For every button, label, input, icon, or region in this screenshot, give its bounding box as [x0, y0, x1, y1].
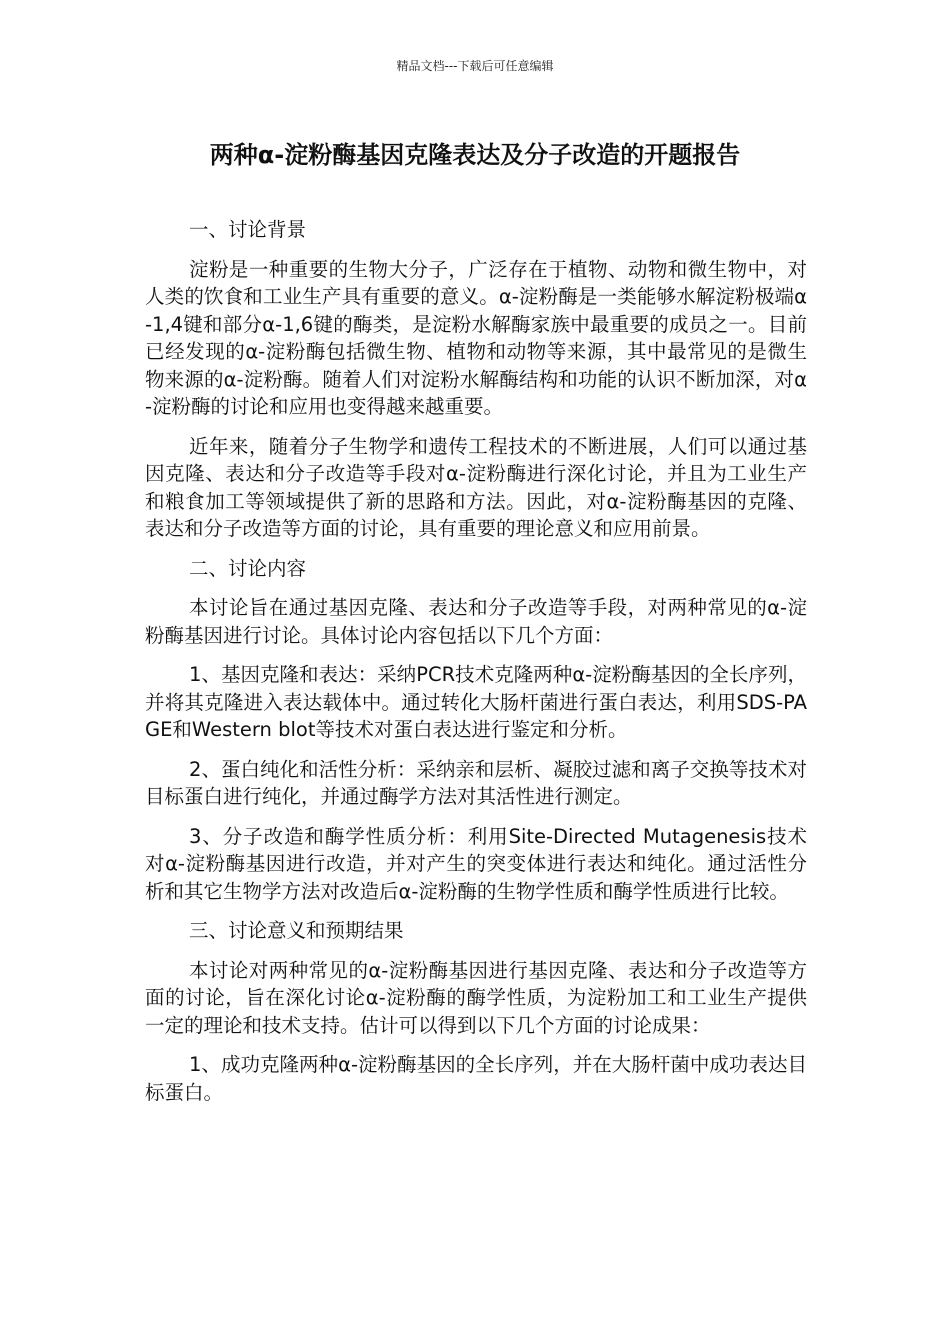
- paragraph-significance-intro: 本讨论对两种常见的α-淀粉酶基因进行基因克隆、表达和分子改造等方面的讨论，旨在深化讨论α-淀粉酶的酶学性质，为淀粉加工和工业生产提供一定的理论和技术支持。估计可以得到以下几个方面的讨论成果：: [145, 958, 807, 1037]
- paragraph-background-1: 淀粉是一种重要的生物大分子，广泛存在于植物、动物和微生物中，对人类的饮食和工业生产具有重要的意义。α-淀粉酶是一类能够水解淀粉极端α-1,4键和部分α-1,6键的酶类，是淀粉水解酶家族中最重要的成员之一。目前已经发现的α-淀粉酶包括微生物、植物和动物等来源，其中最常见的是微生物来源的α-淀粉酶。随着人们对淀粉水解酶结构和功能的认识不断加深，对α-淀粉酶的讨论和应用也变得越来越重要。: [145, 257, 807, 418]
- section-heading-significance: 三、讨论意义和预期结果: [189, 919, 404, 942]
- paragraph-background-2: 近年来，随着分子生物学和遗传工程技术的不断进展，人们可以通过基因克隆、表达和分子改造等手段对α-淀粉酶进行深化讨论，并且为工业生产和粮食加工等领域提供了新的思路和方法。因此，对α-淀粉酶基因的克隆、表达和分子改造等方面的讨论，具有重要的理论意义和应用前景。: [145, 434, 807, 540]
- paragraph-content-item-1: 1、基因克隆和表达：采纳PCR技术克隆两种α-淀粉酶基因的全长序列，并将其克隆进入表达载体中。通过转化大肠杆菌进行蛋白表达，利用SDS-PAGE和Western blot等技术对蛋白表达进行鉴定和分析。: [145, 663, 807, 741]
- section-heading-background: 一、讨论背景: [189, 218, 307, 241]
- paragraph-content-item-2: 2、蛋白纯化和活性分析：采纳亲和层析、凝胶过滤和离子交换等技术对目标蛋白进行纯化，并通过酶学方法对其活性进行测定。: [145, 757, 807, 808]
- page-header: 精品文档---下载后可任意编辑: [396, 59, 554, 73]
- paragraph-result-1: 1、成功克隆两种α-淀粉酶基因的全长序列，并在大肠杆菌中成功表达目标蛋白。: [145, 1053, 807, 1104]
- paragraph-content-intro: 本讨论旨在通过基因克隆、表达和分子改造等手段，对两种常见的α-淀粉酶基因进行讨论。具体讨论内容包括以下几个方面：: [145, 596, 807, 647]
- document-title: 两种α-淀粉酶基因克隆表达及分子改造的开题报告: [209, 141, 741, 169]
- document-body: [145, 216, 807, 1118]
- paragraph-content-item-3: 3、分子改造和酶学性质分析：利用Site-Directed Mutagenesis技术对α-淀粉酶基因进行改造，并对产生的突变体进行表达和纯化。通过活性分析和其它生物学方法对改造后α-淀粉酶的生物学性质和酶学性质进行比较。: [145, 824, 807, 903]
- section-heading-content: 二、讨论内容: [189, 556, 307, 580]
